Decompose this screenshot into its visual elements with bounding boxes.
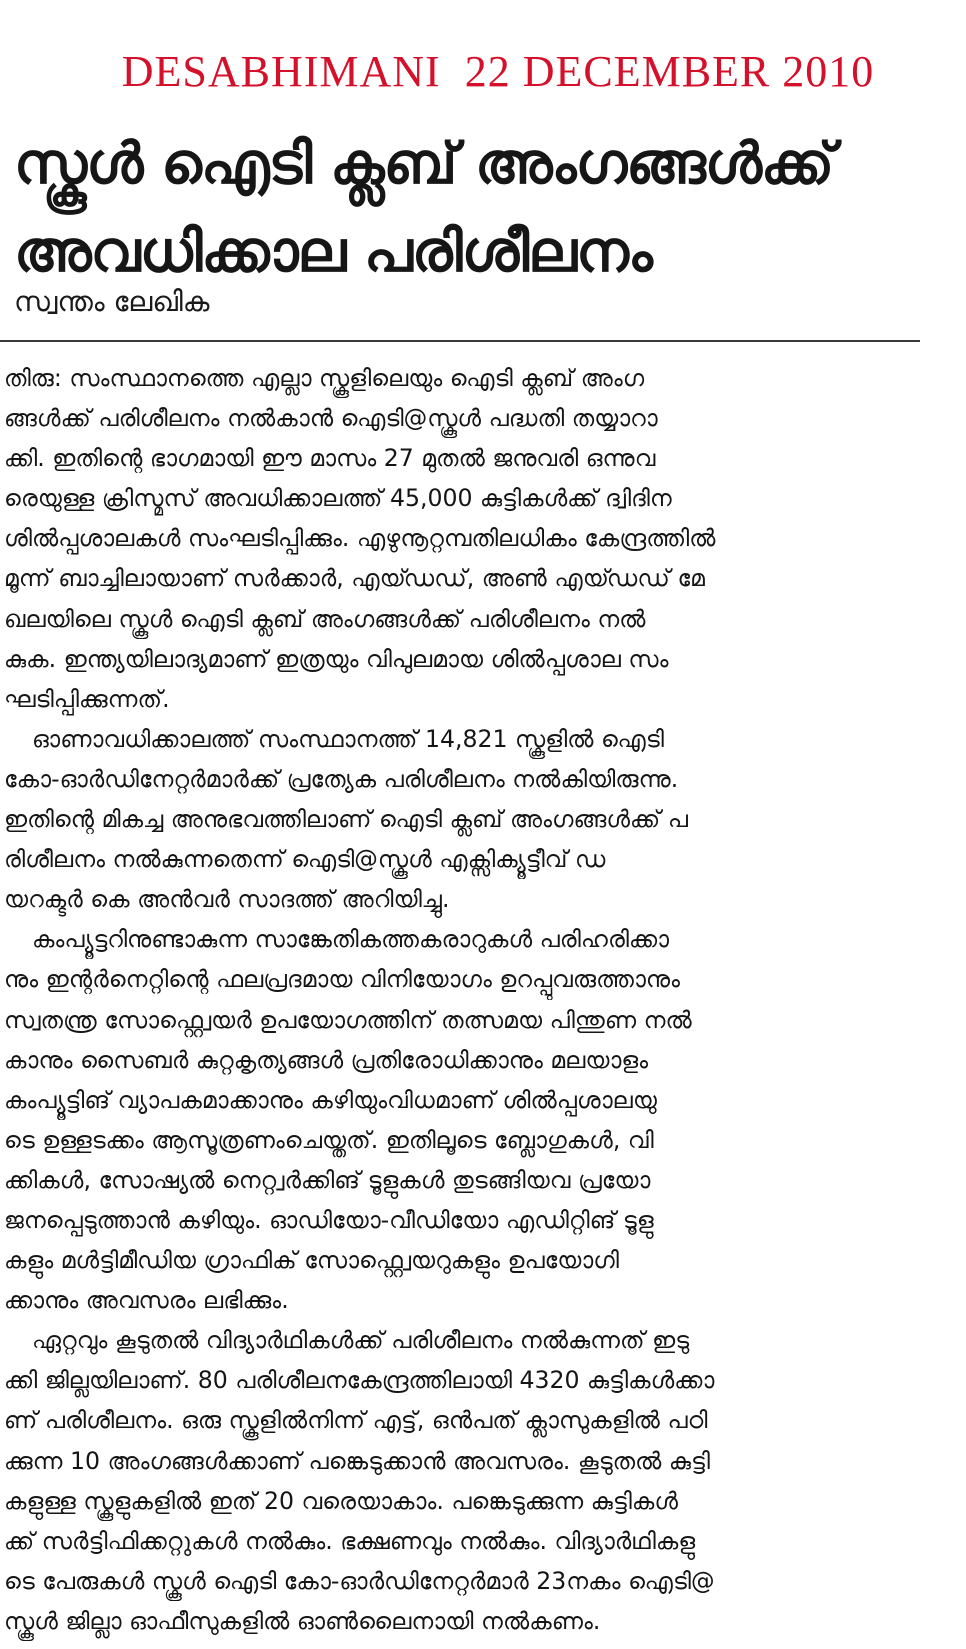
article-line: ശിൽപ്പശാലകൾ സംഘടിപ്പിക്കും. എഴുനൂറ്റമ്പതിലധികം കേന്ദ്രത്തിൽ [4,524,716,553]
article-line: കോ-ഓർഡിനേറ്റർമാർക്ക് പ്രത്യേക പരിശീലനം നൽകിയിരുന്നു. [4,764,679,793]
article-line: ക്കി ജില്ലയിലാണ്. 80 പരിശീലനകേന്ദ്രത്തിലായി 4320 കുട്ടികൾക്കാ [4,1366,715,1395]
article-line: ഓണാവധിക്കാലത്ത് സംസ്ഥാനത്ത് 14,821 സ്കൂളിൽ ഐടി [32,724,664,753]
divider-rule [0,340,920,342]
article-line: ഇതിന്റെ മികച്ച അനുഭവത്തിലാണ് ഐടി ക്ലബ് അംഗങ്ങൾക്ക് പ [4,805,689,834]
article-line: ടെ ഉള്ളടക്കം ആസൂത്രണംചെയ്തത്. ഇതിലൂടെ ബ്ലോഗുകൾ, വി [4,1125,654,1154]
masthead [0,46,966,98]
article-line: ണ് പരിശീലനം. ഒരു സ്കൂളിൽനിന്ന് എട്ട്, ഒൻപത് ക്ലാസുകളിൽ പഠി [4,1406,708,1435]
article-line: കുക. ഇന്ത്യയിലാദ്യമാണ് ഇത്രയും വിപുലമായ ശിൽപ്പശാല സം [4,644,669,673]
article-line: ക്കാനും അവസരം ലഭിക്കും. [4,1286,289,1315]
article-line: ടെ പേരുകൾ സ്കൂൾ ഐടി കോ-ഓർഡിനേറ്റർമാർ 23നകം ഐടി@ [4,1566,715,1595]
headline-line-1: സ്കൂൾ ഐടി ക്ലബ് അംഗങ്ങൾക്ക് [14,131,834,197]
article-line: മൂന്ന് ബാച്ചിലായാണ് സർക്കാർ, എയ്ഡഡ്, അൺ എയ്ഡഡ് മേ [4,564,705,593]
byline: സ്വന്തം ലേഖിക [14,285,210,318]
article-line: ക്ക് സർട്ടിഫിക്കറ്റുകൾ നൽകും. ഭക്ഷണവും നൽകും. വിദ്യാർഥികളു [4,1526,696,1555]
article-line: കാനും സൈബർ കുറ്റകൃത്യങ്ങൾ പ്രതിരോധിക്കാനും മലയാളം [4,1045,649,1074]
article-line: രിശീലനം നൽകുന്നതെന്ന് ഐടി@സ്കൂൾ എക്സിക്യൂട്ടീവ് ഡ [4,845,606,874]
article-line: തിരു: സംസ്ഥാനത്തെ എല്ലാ സ്കൂളിലെയും ഐടി ക്ലബ് അംഗ [4,364,645,392]
article-line: ക്കി. ഇതിന്റെ ഭാഗമായി ഈ മാസം 27 മുതൽ ജനുവരി ഒന്നുവ [4,444,656,473]
article-line: സ്കൂൾ ജില്ലാ ഓഫീസുകളിൽ ഓൺലൈനായി നൽകണം. [4,1606,601,1635]
article-headline [14,120,954,296]
article-line: ക്കികൾ, സോഷ്യൽ നെറ്റ്വർക്കിങ് ടൂളുകൾ തുടങ്ങിയവ പ്രയോ [4,1165,651,1194]
article-line: കംപ്യൂട്ടറിനുണ്ടാകുന്ന സാങ്കേതികത്തകരാറുകൾ പരിഹരിക്കാ [32,925,670,954]
article-line: നും ഇന്റർനെറ്റിന്റെ ഫലപ്രദമായ വിനിയോഗം ഉറപ്പുവരുത്താനും [4,965,681,994]
publication-name: DESABHIMANI [121,47,441,96]
article-line: യറക്ടർ കെ അൻവർ സാദത്ത് അറിയിച്ചു. [4,885,450,914]
article-line: കളുള്ള സ്കൂളുകളിൽ ഇത് 20 വരെയാകാം. പങ്കെടുക്കുന്ന കുട്ടികൾ [4,1486,679,1515]
publication-date: 22 DECEMBER 2010 [464,47,875,96]
article-line: ങ്ങൾക്ക് പരിശീലനം നൽകാൻ ഐടി@സ്കൂൾ പദ്ധതി തയ്യാറാ [4,404,658,433]
article-line: സ്വതന്ത്ര സോഫ്റ്റ്വെയർ ഉപയോഗത്തിന് തത്സമയ പിന്തുണ നൽ [4,1005,692,1034]
article-line: ജനപ്പെടുത്താൻ കഴിയും. ഓഡിയോ-വീഡിയോ എഡിറ്റിങ് ടൂളു [4,1205,654,1234]
article-line: ഏറ്റവും കൂടുതൽ വിദ്യാർഥികൾക്ക് പരിശീലനം നൽകുന്നത് ഇടു [32,1326,690,1355]
article-line: ഖലയിലെ സ്കൂൾ ഐടി ക്ലബ് അംഗങ്ങൾക്ക് പരിശീലനം നൽ [4,604,646,633]
headline-line-2: അവധിക്കാല പരിശീലനം [14,219,652,285]
article-line: ഘടിപ്പിക്കുന്നത്. [4,684,170,713]
article-line: കളും മൾട്ടിമീഡിയ ഗ്രാഫിക് സോഫ്റ്റ്വെയറുകളും ഉപയോഗി [4,1246,619,1275]
article-line: കംപ്യൂട്ടിങ് വ്യാപകമാക്കാനും കഴിയുംവിധമാണ് ശിൽപ്പശാലയു [4,1085,657,1114]
article-body [4,358,918,1641]
article-line: ക്കുന്ന 10 അംഗങ്ങൾക്കാണ് പങ്കെടുക്കാൻ അവസരം. കൂടുതൽ കുട്ടി [4,1446,711,1475]
article-line: രെയുള്ള ക്രിസ്മസ് അവധിക്കാലത്ത് 45,000 കുട്ടികൾക്ക് ദ്വിദിന [4,484,672,513]
